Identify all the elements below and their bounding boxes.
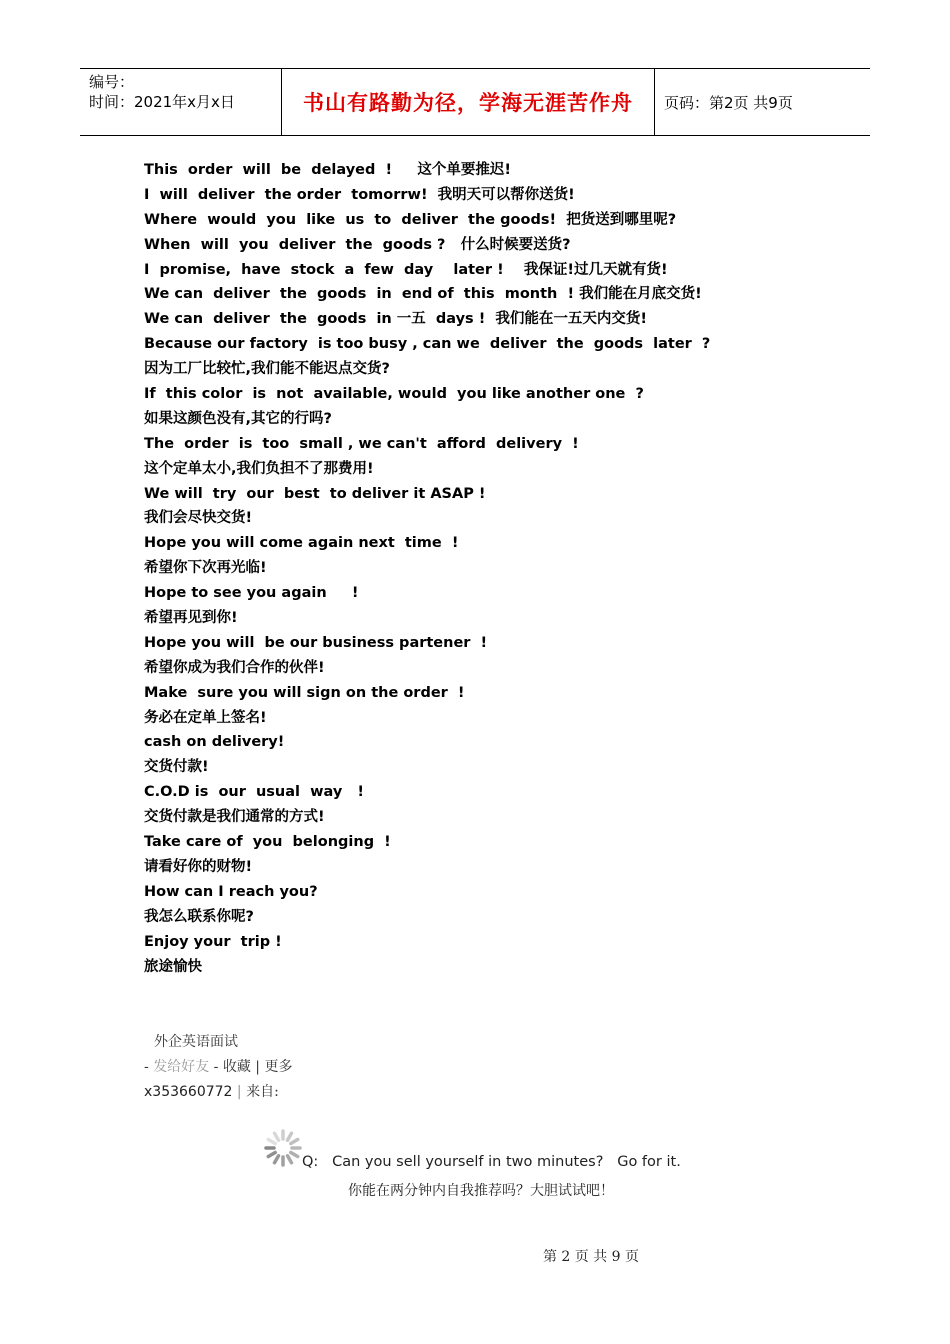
article-title: 外企英语面试 [154, 1034, 238, 1050]
username-link[interactable]: x353660772 [144, 1084, 233, 1100]
pipe-separator: | [250, 1059, 265, 1075]
footer-page-number: 第 2 页 共 9 页 [542, 1249, 640, 1265]
phrase-line: If this color is not available, would you like another one ? [144, 386, 644, 403]
phrase-line: 如果这颜色没有,其它的行吗? [144, 410, 332, 427]
phrase-line: C.O.D is our usual way ! [144, 784, 365, 801]
phrase-line: 希望你下次再光临! [144, 560, 267, 577]
favorite-link[interactable]: 收藏 [222, 1059, 251, 1075]
answer-text: 你能在两分钟内自我推荐吗？大胆试试吧！ [348, 1183, 614, 1199]
page-footer [0, 1246, 950, 1266]
dash-separator: - [144, 1059, 154, 1075]
phrase-line: 希望再见到你! [144, 610, 238, 627]
phrase-line: This order will be delayed ! 这个单要推迟! [144, 162, 511, 178]
author-line [144, 1080, 292, 1105]
phrase-line: 希望你成为我们合作的伙伴! [144, 659, 325, 676]
phrase-line: 因为工厂比较忙,我们能不能迟点交货? [144, 361, 390, 378]
document-header [80, 68, 870, 136]
phrase-line: 旅途愉快 [144, 958, 202, 975]
phrase-line: Hope to see you again ! [144, 585, 359, 602]
phrase-line: 这个定单太小,我们负担不了那费用! [144, 460, 374, 477]
phrase-line: 请看好你的财物! [144, 858, 253, 875]
phrase-line: 我们会尽快交货! [144, 510, 253, 527]
motto-text: 书山有路勤为径，学海无涯苦作舟 [303, 90, 633, 115]
phrase-line: We can deliver the goods in end of this month ! 我们能在月底交货! [144, 286, 702, 303]
pipe-separator: | [232, 1084, 247, 1100]
header-motto-cell [282, 69, 655, 135]
interview-qa [302, 1150, 681, 1203]
page-info: 页码：第2页 共9页 [664, 93, 793, 112]
phrase-line: We can deliver the goods in 一五 days ! 我们能在一五天内交货! [144, 311, 648, 328]
phrase-line: We will try our best to deliver it ASAP ! [144, 485, 486, 502]
phrase-line: I promise, have stock a few day later ! 我保证!过几天就有货! [144, 261, 668, 278]
phrase-line: How can I reach you? [144, 883, 318, 900]
time-label: 时间：2021年x月x日 [89, 93, 235, 111]
phrase-line: Enjoy your trip ! [144, 933, 282, 950]
phrase-line: 我怎么联系你呢? [144, 908, 254, 925]
phrase-line: Make sure you will sign on the order ! [144, 684, 465, 701]
phrase-line: The order is too small , we can't afford delivery ! [144, 435, 579, 452]
dash-separator: - [209, 1059, 223, 1075]
phrase-line: cash on delivery! [144, 734, 285, 751]
phrase-line: 交货付款是我们通常的方式! [144, 809, 325, 826]
header-page-cell [655, 69, 870, 135]
number-label: 编号： [89, 73, 135, 91]
phrase-line: Hope you will come again next time ! [144, 535, 459, 552]
article-section [144, 1030, 292, 1105]
phrase-line: Take care of you belonging ! [144, 834, 391, 851]
phrase-line: I will deliver the order tomorrw! 我明天可以帮你送货! [144, 186, 575, 203]
phrase-list [144, 158, 844, 979]
phrase-line: 务必在定单上签名! [144, 709, 267, 726]
phrase-line: When will you deliver the goods ? 什么时候要送货? [144, 236, 571, 253]
question-text: Q: Can you sell yourself in two minutes? Go for it. [302, 1154, 681, 1170]
phrase-line: 交货付款! [144, 759, 209, 776]
loading-spinner-icon [263, 1128, 303, 1168]
phrase-line: Because our factory is too busy , can we deliver the goods later ? [144, 336, 711, 353]
header-meta-cell [80, 69, 282, 135]
more-link[interactable]: 更多 [264, 1059, 293, 1075]
phrase-line: Where would you like us to deliver the goods! 把货送到哪里呢? [144, 211, 677, 228]
article-actions [144, 1055, 292, 1080]
send-to-friend-link[interactable]: 发给好友 [153, 1059, 210, 1075]
from-label: 来自: [246, 1084, 279, 1100]
phrase-line: Hope you will be our business partener ! [144, 634, 488, 651]
